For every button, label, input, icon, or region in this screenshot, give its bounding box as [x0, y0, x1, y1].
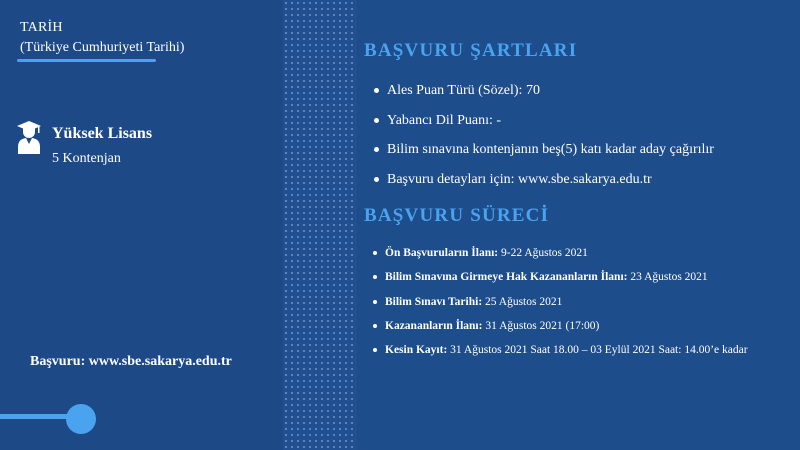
- process-item: [372, 318, 748, 342]
- process-item-label: Bilim Sınavı Tarihi:: [385, 295, 483, 308]
- requirement-item: Bilim sınavına kontenjanın beş(5) katı kadar aday çağırılır: [372, 141, 714, 171]
- process-heading: BAŞVURU SÜRECİ: [364, 205, 550, 226]
- process-item-value: 25 Ağustos 2021: [482, 295, 563, 308]
- process-item-value: 31 Ağustos 2021 (17:00): [482, 319, 600, 332]
- requirements-list: [372, 82, 714, 200]
- process-item-label: Kazananların İlanı:: [385, 319, 483, 332]
- requirement-item: Başvuru detayları için: www.sbe.sakarya.edu.tr: [372, 171, 714, 201]
- dotted-divider-strip: [283, 0, 357, 450]
- process-item-label: Bilim Sınavına Girmeye Hak Kazananların İlanı:: [385, 271, 628, 284]
- title-underline: [17, 59, 156, 62]
- process-item: [372, 342, 748, 366]
- process-item: [372, 245, 748, 269]
- process-item: [372, 294, 748, 318]
- requirement-item: Ales Puan Türü (Sözel): 70: [372, 82, 714, 112]
- slider-knob[interactable]: [66, 404, 96, 434]
- graduate-icon: [16, 120, 42, 154]
- department-subtitle: (Türkiye Cumhuriyeti Tarihi): [20, 40, 185, 55]
- program-name: Yüksek Lisans: [52, 125, 153, 142]
- process-item-value: 9-22 Ağustos 2021: [498, 247, 588, 259]
- process-item-label: Kesin Kayıt:: [385, 344, 448, 357]
- process-item-value: 31 Ağustos 2021 Saat 18.00 – 03 Eylül 2021 Saat: 14.00’e kadar: [447, 344, 748, 357]
- apply-link[interactable]: Başvuru: www.sbe.sakarya.edu.tr: [30, 354, 232, 369]
- process-item-label: Ön Başvuruların İlanı:: [385, 247, 499, 259]
- requirements-heading: BAŞVURU ŞARTLARI: [364, 40, 578, 61]
- department-title: TARİH: [20, 20, 63, 35]
- program-quota: 5 Kontenjan: [52, 151, 121, 166]
- requirement-item: Yabancı Dil Puanı: -: [372, 112, 714, 142]
- left-panel: [0, 0, 283, 450]
- slider-track: [0, 414, 72, 419]
- process-item-value: 23 Ağustos 2021: [627, 271, 708, 284]
- process-item: [372, 269, 748, 293]
- process-list: [372, 245, 748, 366]
